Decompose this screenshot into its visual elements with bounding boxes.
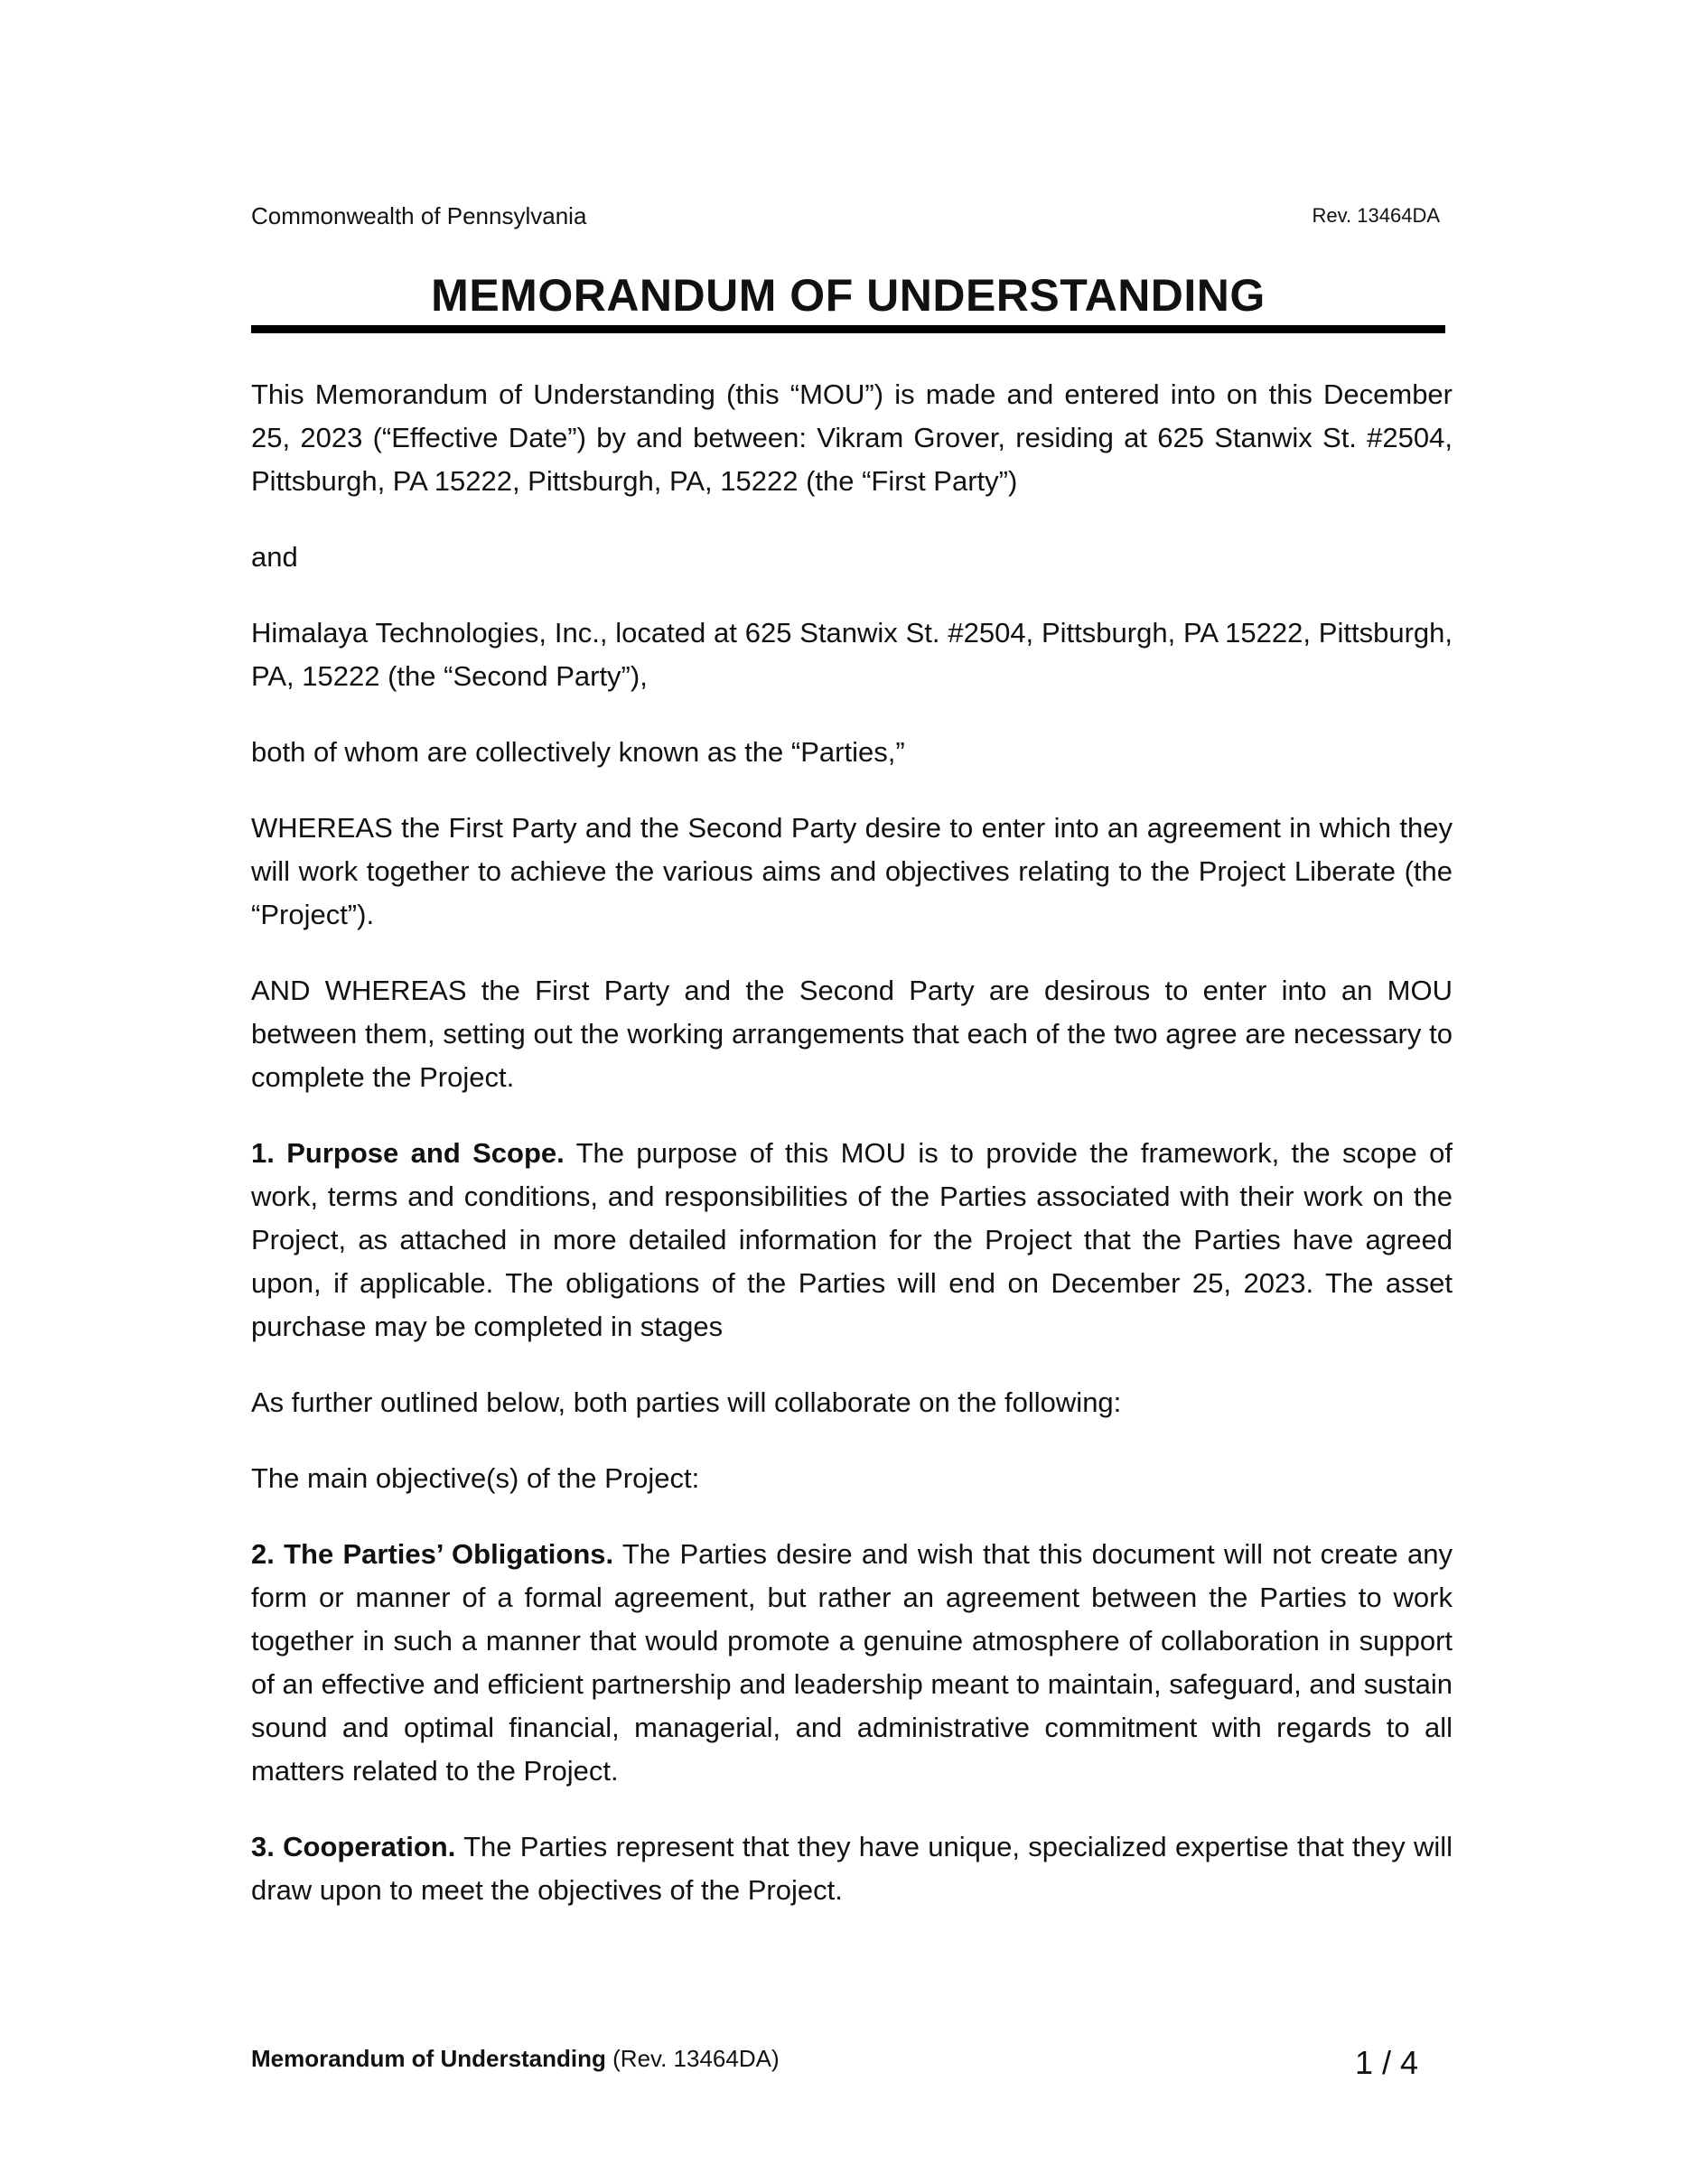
section-2-heading: 2. The Parties’ Obligations.	[251, 1538, 614, 1570]
section-3-text: The Parties represent that they have unique, specialized expertise that they will draw upon to meet the objectives of the Project.	[251, 1831, 1453, 1906]
outline-paragraph: As further outlined below, both parties will collaborate on the following:	[251, 1386, 1122, 1418]
section-1-text: The purpose of this MOU is to provide the framework, the scope of work, terms and conditions, and responsibilities of the Parties associated with their work on the Project, as attached in more detailed information for the Project that the Parties have agreed upon, if applicable. The obligations of the Parties will end on December 25, 2023. The asset purchase may be completed in stages	[251, 1137, 1453, 1342]
section-1-paragraph	[251, 1132, 1453, 1349]
document-body	[251, 373, 1453, 1912]
footer-doc-name: Memorandum of Understanding	[251, 2045, 606, 2072]
whereas-paragraph-1: WHEREAS the First Party and the Second Party desire to enter into an agreement in which they will work together to achieve the various aims and objectives relating to the Project Liberate (the “Project”).	[251, 812, 1453, 930]
page-number: 1 / 4	[1355, 2044, 1419, 2081]
footer-doc-info	[251, 2043, 780, 2074]
and-connector: and	[251, 541, 298, 573]
second-party-paragraph: Himalaya Technologies, Inc., located at 625 Stanwix St. #2504, Pittsburgh, PA 15222, Pittsburgh, PA, 15222 (the “Second Party”),	[251, 617, 1453, 692]
document-title: MEMORANDUM OF UNDERSTANDING	[431, 270, 1266, 321]
section-3-paragraph	[251, 1825, 1453, 1912]
section-2-paragraph	[251, 1533, 1453, 1793]
whereas-paragraph-2: AND WHEREAS the First Party and the Second Party are desirous to enter into an MOU between them, setting out the working arrangements that each of the two agree are necessary to complete the Project.	[251, 975, 1453, 1093]
objectives-paragraph: The main objective(s) of the Project:	[251, 1462, 700, 1494]
section-3-heading: 3. Cooperation.	[251, 1831, 456, 1862]
jurisdiction-header: Commonwealth of Pennsylvania	[251, 202, 587, 229]
intro-paragraph: This Memorandum of Understanding (this “MOU”) is made and entered into on this December 25, 2023 (“Effective Date”) by and between: Vikram Grover, residing at 625 Stanwix St. #2504, Pittsburgh, PA 15222, Pittsburgh, PA, 15222 (the “First Party”)	[251, 378, 1453, 497]
footer-revision: (Rev. 13464DA)	[605, 2045, 780, 2072]
revision-header: Rev. 13464DA	[1312, 204, 1440, 227]
section-2-text: The Parties desire and wish that this document will not create any form or manner of a formal agreement, but rather an agreement between the Parties to work together in such a manner that would promote a genuine atmosphere of collaboration in support of an effective and efficient partnership and leadership meant to maintain, safeguard, and sustain sound and optimal financial, managerial, and administrative commitment with regards to all matters related to the Project.	[251, 1538, 1453, 1787]
title-underline	[251, 325, 1445, 333]
section-1-heading: 1. Purpose and Scope.	[251, 1137, 565, 1169]
collective-paragraph: both of whom are collectively known as the “Parties,”	[251, 736, 905, 768]
